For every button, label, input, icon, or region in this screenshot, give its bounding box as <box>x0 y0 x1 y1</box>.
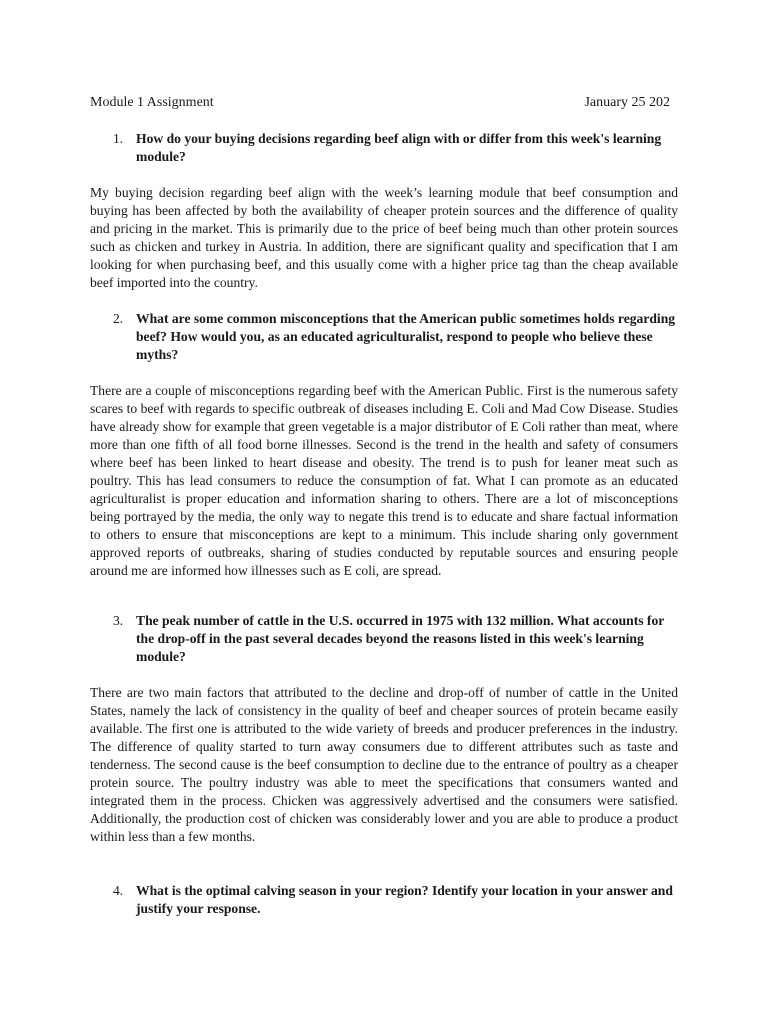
assignment-date: January 25 202 <box>584 95 670 110</box>
question-text: What are some common misconceptions that the American public sometimes holds regarding beef? How would you, as an educated agriculturalist, respond to people who believe these myths? <box>136 311 676 362</box>
question-3 <box>113 612 678 666</box>
question-number: 4. <box>113 883 124 898</box>
assignment-title: Module 1 Assignment <box>90 95 214 110</box>
question-text: What is the optimal calving season in your region? Identify your location in your answer and justify your response. <box>136 883 673 916</box>
question-text: How do your buying decisions regarding beef align with or differ from this week's learning module? <box>136 131 662 164</box>
answer-2: There are a couple of misconceptions regarding beef with the American Public. First is the numerous safety scares to beef with regards to specific outbreak of diseases including E. Coli and Mad Cow Disease. Studies have already show for example that green vegetable is a major distributor of E Coli rather than meat, where more than one fifth of all food borne illnesses. Second is the trend in the health and safety of consumers where beef has been linked to heart disease and obesity. The trend is to push for leaner meat such as poultry. This has lead consumers to reduce the consumption of fat. What I can promote as an educated agriculturalist is proper education and information sharing to others. There are a lot of misconceptions being portrayed by the media, the only way to negate this trend is to educate and share factual information to others to ensure that misconceptions are kept to a minimum. This include sharing only government approved reports of outbreaks, sharing of studies conducted by reputable sources and ensuring people around me are informed how illnesses such as E coli, are spread. <box>90 383 678 578</box>
document-header <box>90 94 670 112</box>
question-4 <box>113 882 678 918</box>
question-number: 3. <box>113 613 124 628</box>
question-number: 2. <box>113 311 124 326</box>
question-2 <box>113 310 678 364</box>
answer-1: My buying decision regarding beef align with the week’s learning module that beef consumption and buying has been affected by both the availability of cheaper protein sources and the difference of quality and pricing in the market. This is primarily due to the price of beef being much than other protein sources such as chicken and turkey in Austria. In addition, there are significant quality and specification that I am looking for when purchasing beef, and this usually come with a higher price tag than the cheap available beef imported into the country. <box>90 185 678 290</box>
answer-3: There are two main factors that attributed to the decline and drop-off of number of cattle in the United States, namely the lack of consistency in the quality of beef and cheaper sources of protein became easily available. The first one is attributed to the wide variety of breeds and producer preferences in the industry. The difference of quality started to turn away consumers due to different attributes such as taste and tenderness. The second cause is the beef consumption to decline due to the entrance of poultry as a cheaper protein source. The poultry industry was able to meet the specifications that consumers wanted and integrated them in the process. Chicken was aggressively advertised and the consumers were satisfied. Additionally, the production cost of chicken was considerably lower and you are able to produce a product within less than a few months. <box>90 685 678 844</box>
question-number: 1. <box>113 131 124 146</box>
question-text: The peak number of cattle in the U.S. occurred in 1975 with 132 million. What accounts for the drop-off in the past several decades beyond the reasons listed in this week's learning module? <box>136 613 665 664</box>
question-1 <box>113 130 678 166</box>
